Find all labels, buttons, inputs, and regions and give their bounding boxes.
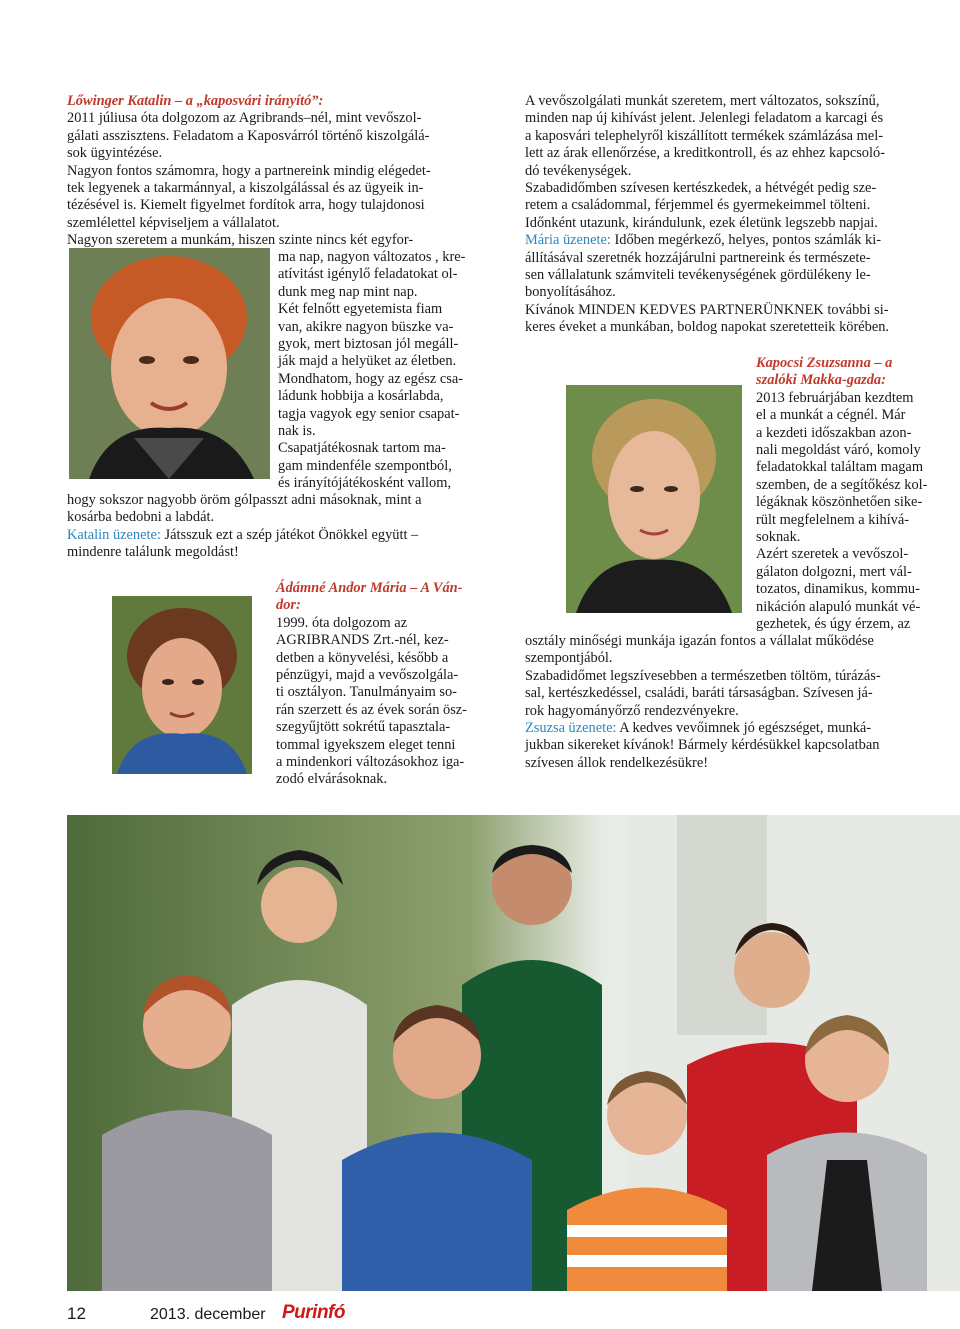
text-line: sok ügyintézése. — [67, 145, 163, 162]
katalin-wrap-text — [278, 249, 504, 493]
maria-message-first: Mária üzenete: Időben megérkező, helyes, pontos számlák ki- — [525, 232, 882, 249]
text-line: Mondhatom, hogy az egész csa- — [278, 370, 464, 387]
text-line: Csapatjátékosnak tartom ma- — [278, 440, 446, 457]
text-line: hogy sokszor nagyobb öröm gólpasszt adni másoknak, mint a — [67, 492, 422, 508]
text-line: minden nap új kihívást jelent. Jelenlegi feladatom a karcagi és — [525, 110, 884, 127]
text-line: Szabadidőmben szívesen kertészkedek, a hétvégét pedig sze- — [525, 180, 877, 197]
andor-heading: Ádámné Andor Mária – A Ván- dor: — [276, 580, 463, 614]
text-line: 2013 februárjában kezdtem — [756, 389, 914, 406]
text-line: rok hagyományőrző rendezvényekre. — [525, 702, 739, 719]
zsuzsanna-photo — [566, 385, 742, 613]
text-line: nak is. — [278, 423, 316, 440]
text-line: A vevőszolgálati munkát szeretem, mert változatos, sokszínű, — [525, 93, 880, 109]
katalin-bottom-text — [67, 492, 504, 562]
text-line: Időnként utazunk, kirándulunk, ezek életünk legszebb napjai. — [525, 214, 878, 231]
text-line: gyok, mert biztosan jól megáll- — [278, 336, 459, 353]
text-line: ják majd a helyüket az életben. — [278, 353, 457, 370]
text-line: kosárba bedobni a labdát. — [67, 509, 215, 526]
text-line: nali megoldást váró, komoly — [756, 442, 921, 459]
text-line: szemben, de a segítőkész kol- — [756, 476, 928, 493]
text-line: a kaposvári telephelyről kiszállított termékek számlázása mel- — [525, 127, 884, 144]
text-line: dó tevékenységek. — [525, 162, 632, 179]
andor-text — [276, 580, 504, 789]
team-group-photo — [67, 815, 960, 1291]
text-line: Azért szeretek a vevőszol- — [756, 546, 909, 563]
text-line: szívesen állok rendelkezésükre! — [525, 754, 708, 771]
text-line: AGRIBRANDS Zrt.-nél, kez- — [276, 632, 449, 649]
zsuzsanna-wrap-text — [756, 355, 959, 634]
text-line: el a munkát a cégnél. Már — [756, 407, 906, 424]
text-line: keres éveket a munkában, boldog napokat szeretetteik körében. — [525, 319, 890, 336]
page-number: 12 — [67, 1304, 86, 1323]
right-column-top — [525, 93, 959, 337]
maria-message-label: Mária üzenete: — [525, 232, 611, 249]
text-line: 1999. óta dolgozom az — [276, 614, 408, 631]
text-line: Szabadidőmet legszívesebben a természetben töltöm, túrázás- — [525, 667, 881, 684]
katalin-photo — [69, 248, 270, 479]
text-line: gam mindenféle szempontból, — [278, 457, 452, 474]
text-line: gálaton dolgozni, mert vál- — [756, 563, 912, 580]
text-line: ma nap, nagyon változatos , kre- — [278, 249, 466, 265]
katalin-intro-text — [67, 110, 504, 249]
text-line: ti osztályon. Tanulmányaim so- — [276, 684, 457, 701]
text-line: légáknak köszönhetően sike- — [756, 494, 923, 511]
text-line: a mindenkori változásokhoz iga- — [276, 754, 465, 771]
text-line: gálati asszisztens. Feladatom a Kaposvárról történő kiszolgálá- — [67, 127, 430, 144]
text-line: feladatokkal találtam magam — [756, 459, 924, 476]
text-line: szempontjából. — [525, 650, 613, 667]
zsuzsa-message-label: Zsuzsa üzenete: — [525, 720, 617, 737]
text-line: sen vállalatunk számviteli tevékenységének gördülékeny le- — [525, 267, 871, 284]
text-line: atívitást igénylő feladatokat ol- — [278, 266, 458, 283]
text-line: jukban sikereket kívánok! Bármely kérdésükkel kapcsolatban — [525, 737, 880, 754]
text-line: és irányítójátékosként vallom, — [278, 475, 452, 492]
katalin-message-label: Katalin üzenete: — [67, 526, 161, 543]
text-line: Két felnőtt egyetemista fiam — [278, 301, 443, 318]
left-column-top — [67, 93, 504, 250]
text-line: gezhetek, és úgy érzem, az — [756, 616, 911, 633]
text-line: soknak. — [756, 529, 801, 546]
andor-photo — [112, 596, 252, 774]
text-line: sal, kertészkedéssel, családi, baráti társaságban. Szívesen já- — [525, 685, 873, 702]
katalin-message-text: Játsszuk ezt a szép játékot Önökkel együtt – — [160, 526, 419, 543]
text-line: tozatos, dinamikus, kommu- — [756, 581, 920, 598]
text-line: állításával szeretnék hozzájárulni partnereink és természete- — [525, 249, 871, 266]
zsuzsanna-bottom-text — [525, 633, 959, 772]
text-line: bonyolításához. — [525, 284, 616, 301]
text-line: van, akikre nagyon büszke va- — [278, 318, 454, 335]
issue-date: 2013. december — [150, 1306, 266, 1323]
text-line: ládunk hobbija a kosárlabda, — [278, 388, 444, 405]
text-line: detben a könyvelési, később a — [276, 649, 449, 666]
text-line: Nagyon fontos számomra, hogy a partnereink mindig elégedet- — [67, 162, 431, 179]
zsuzsa-message-first: Zsuzsa üzenete: A kedves vevőimnek jó egészséget, munká- — [525, 720, 872, 737]
text-line: Kívánok MINDEN KEDVES PARTNERÜNKNEK további si- — [525, 301, 889, 318]
magazine-logo: Purinfó — [282, 1302, 345, 1323]
katalin-message — [67, 527, 504, 544]
text-line: a kezdeti időszakban azon- — [756, 424, 912, 441]
text-line: Nagyon szeretem a munkám, hiszen szinte nincs két egyfor- — [67, 232, 414, 249]
text-line: nikáción alapuló munkát vé- — [756, 598, 921, 615]
text-line: retem a családommal, férjemmel és gyermekeimmel tölteni. — [525, 197, 871, 214]
text-line: pénzügyi, majd a vevőszolgála- — [276, 667, 459, 684]
text-line: tommal igyekszem eleget tenni — [276, 736, 456, 753]
zsuzsanna-heading: Kapocsi Zsuzsanna – a szalóki Makka-gazda: — [756, 355, 893, 389]
katalin-message-last: mindenre találunk megoldást! — [67, 544, 239, 561]
text-line: tagja vagyok egy senior csapat- — [278, 405, 460, 422]
text-line: tézésével is. Kiemelt figyelmet fordítok arra, hogy tulajdonosi — [67, 197, 425, 214]
text-line: lett az árak ellenőrzése, a kreditkontroll, és az ehhez kapcsoló- — [525, 145, 885, 162]
katalin-heading: Lőwinger Katalin – a „kaposvári irányító”: — [67, 93, 324, 109]
text-line: 2011 júliusa óta dolgozom az Agribrands–nél, mint vevőszol- — [67, 110, 422, 127]
text-line: rán szerzett és az évek során ösz- — [276, 701, 467, 718]
text-line: dunk meg nap mint nap. — [278, 283, 418, 300]
text-line: zodó elvárásoknak. — [276, 771, 388, 788]
text-line: szegyűjtött sokrétű tapasztala- — [276, 719, 451, 736]
text-line: rült megfelelnem a kihívá- — [756, 511, 910, 528]
text-line: tek legyenek a takarmánnyal, a kiszolgálással és az ügyeik in- — [67, 180, 424, 197]
text-line: szemlélettel képviseljem a vállalatot. — [67, 214, 280, 231]
text-line: osztály minőségi munkája igazán fontos a vállalat működése — [525, 633, 874, 649]
